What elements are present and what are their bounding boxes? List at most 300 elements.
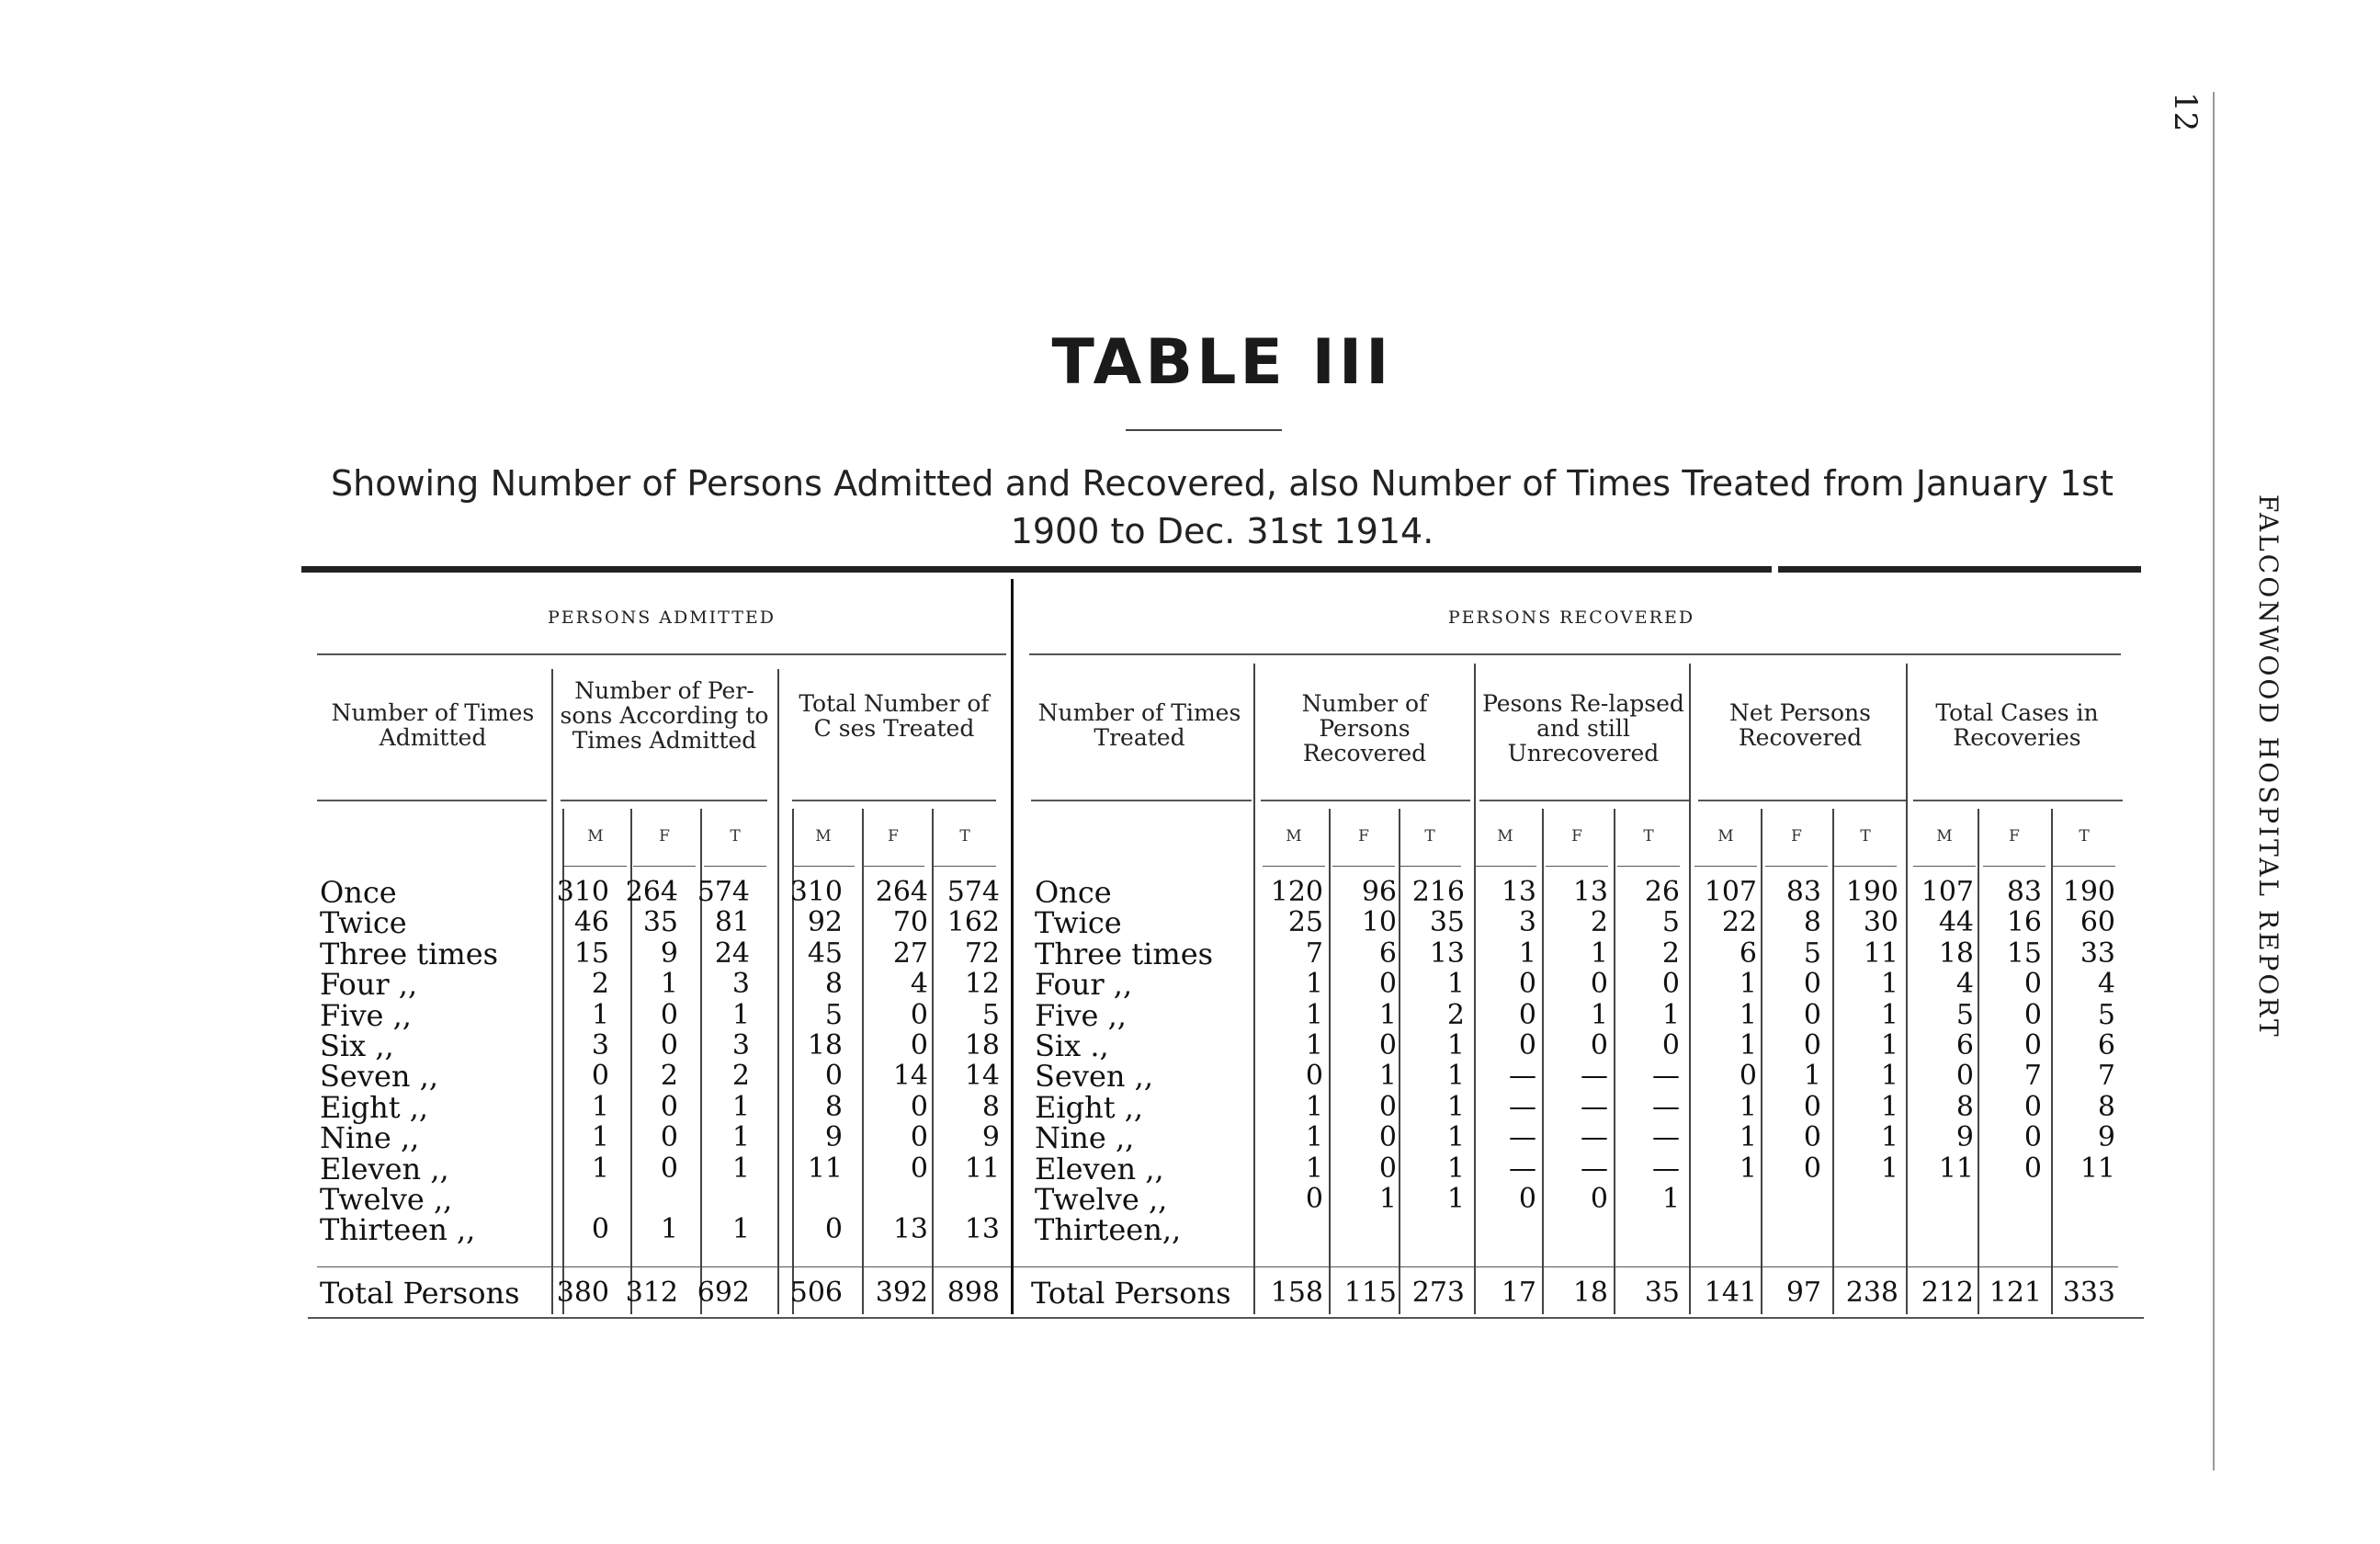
row-label-admitted: Nine ,, xyxy=(320,1120,420,1156)
cell-value: 1 xyxy=(1880,968,1898,1001)
mft-label: M xyxy=(587,827,604,846)
cell-value: 1 xyxy=(591,1121,609,1154)
cell-value: 4 xyxy=(2097,968,2115,1001)
cell-value: 7 xyxy=(2097,1060,2115,1093)
group-label-recovered: PERSONS RECOVERED xyxy=(1447,607,1695,628)
cell-value: 0 xyxy=(910,1152,928,1185)
cell-value: 9 xyxy=(824,1121,843,1154)
cell-value: 1 xyxy=(1739,1029,1757,1062)
table-subtitle: Showing Number of Persons Admitted and Recovered, also Number of Times Treated from January 1st 1900 to Dec. 31st 1914. xyxy=(331,463,2114,551)
cell-value: 1 xyxy=(1378,1183,1397,1215)
cell-value: — xyxy=(1652,1090,1680,1123)
cell-value: 13 xyxy=(1429,937,1465,970)
column-rule xyxy=(1832,809,1834,1314)
cell-value: 83 xyxy=(1785,876,1821,908)
cell-value: 1 xyxy=(1880,998,1898,1031)
mft-rule xyxy=(1332,866,1395,867)
cell-value: — xyxy=(1581,1121,1608,1154)
cell-value: 1 xyxy=(1446,1060,1465,1093)
cell-value: 0 xyxy=(660,1152,678,1185)
cell-value: 60 xyxy=(2080,906,2115,939)
cell-value: 70 xyxy=(892,906,928,939)
column-rule xyxy=(1978,809,1979,1314)
mft-rule xyxy=(633,866,696,867)
totals-rule xyxy=(317,1266,2118,1267)
row-label-treated: Three times xyxy=(1035,936,1214,971)
mft-rule xyxy=(1546,866,1608,867)
total-value: 141 xyxy=(1704,1277,1757,1309)
cell-value: 13 xyxy=(964,1213,1000,1246)
cell-value: — xyxy=(1509,1152,1536,1185)
cell-value: 0 xyxy=(1803,1121,1821,1154)
cell-value: — xyxy=(1509,1121,1536,1154)
total-value: 392 xyxy=(875,1277,928,1309)
header-rule xyxy=(1261,800,1470,801)
cell-value: 11 xyxy=(964,1152,1000,1185)
column-rule xyxy=(2051,809,2053,1314)
cell-value: 33 xyxy=(2080,937,2115,970)
cell-value: 44 xyxy=(1938,906,1974,939)
cell-value: 22 xyxy=(1721,906,1757,939)
cell-value: 11 xyxy=(2080,1152,2115,1185)
column-rule xyxy=(1761,809,1762,1314)
cell-value: — xyxy=(1652,1121,1680,1154)
cell-value: 1 xyxy=(731,998,750,1031)
cell-value: — xyxy=(1581,1152,1608,1185)
top-rule-right xyxy=(1778,566,2141,573)
cell-value: 0 xyxy=(660,998,678,1031)
cell-value: 0 xyxy=(910,1090,928,1123)
total-value: 35 xyxy=(1644,1277,1680,1309)
mft-label: M xyxy=(1497,827,1513,846)
row-label-treated: Four ,, xyxy=(1035,967,1133,1003)
cell-value: 1 xyxy=(591,998,609,1031)
header-rule xyxy=(317,800,547,801)
column-rule xyxy=(1906,664,1908,1314)
cell-value: 107 xyxy=(1704,876,1757,908)
cell-value: — xyxy=(1509,1060,1536,1093)
cell-value: 3 xyxy=(1518,906,1536,939)
cell-value: 7 xyxy=(1305,937,1323,970)
cell-value: 190 xyxy=(1845,876,1898,908)
row-label-admitted: Once xyxy=(320,875,397,910)
row-label-treated: Seven ,, xyxy=(1035,1059,1153,1095)
row-label-admitted: Seven ,, xyxy=(320,1059,438,1095)
row-label-admitted: Eight ,, xyxy=(320,1089,429,1125)
mft-rule xyxy=(1617,866,1680,867)
total-value: 506 xyxy=(789,1277,843,1309)
cell-value: 92 xyxy=(807,906,843,939)
cell-value: 1 xyxy=(731,1121,750,1154)
cell-value: 0 xyxy=(1590,1029,1608,1062)
cell-value: 1 xyxy=(1739,1121,1757,1154)
total-value: 273 xyxy=(1411,1277,1465,1309)
column-rule xyxy=(1253,664,1255,1314)
column-rule xyxy=(1689,664,1691,1314)
cell-value: 1 xyxy=(731,1213,750,1246)
cell-value: 4 xyxy=(910,968,928,1001)
cell-value: 1 xyxy=(731,1152,750,1185)
cell-value: — xyxy=(1652,1152,1680,1185)
cell-value: 0 xyxy=(1803,998,1821,1031)
cell-value: 11 xyxy=(807,1152,843,1185)
total-value: 692 xyxy=(697,1277,750,1309)
cell-value: 0 xyxy=(2023,1029,2042,1062)
cell-value: 5 xyxy=(1661,906,1680,939)
cell-value: 0 xyxy=(1305,1060,1323,1093)
row-label-treated: Twice xyxy=(1035,905,1122,941)
total-value: 238 xyxy=(1845,1277,1898,1309)
mft-rule xyxy=(862,866,924,867)
header-times-treated: Number of Times Treated xyxy=(1037,699,1241,751)
cell-value: 1 xyxy=(1739,1152,1757,1185)
row-label-treated: Five ,, xyxy=(1035,997,1127,1033)
cell-value: 2 xyxy=(1590,906,1608,939)
cell-value: 1 xyxy=(1739,1090,1757,1123)
cell-value: 24 xyxy=(714,937,750,970)
total-value: 17 xyxy=(1501,1277,1536,1309)
mft-label: M xyxy=(1717,827,1734,846)
mft-label: F xyxy=(2009,827,2020,846)
mft-label: F xyxy=(1571,827,1582,846)
cell-value: 18 xyxy=(807,1029,843,1062)
cell-value: 1 xyxy=(1446,1152,1465,1185)
cell-value: 11 xyxy=(1863,937,1898,970)
total-value: 380 xyxy=(556,1277,609,1309)
cell-value: 1 xyxy=(1880,1090,1898,1123)
cell-value: 14 xyxy=(964,1060,1000,1093)
mft-label: T xyxy=(2079,827,2090,846)
cell-value: 8 xyxy=(981,1090,1000,1123)
cell-value: 1 xyxy=(1518,937,1536,970)
cell-value: 0 xyxy=(910,1121,928,1154)
row-label-admitted: Twelve ,, xyxy=(320,1182,453,1217)
column-rule xyxy=(1614,809,1615,1314)
cell-value: 1 xyxy=(1446,1183,1465,1215)
cell-value: 1 xyxy=(731,1090,750,1123)
cell-value: 5 xyxy=(981,998,1000,1031)
row-label-treated: Thirteen,, xyxy=(1035,1212,1182,1248)
column-rule xyxy=(932,809,934,1314)
mft-label: T xyxy=(1860,827,1871,846)
total-label-treated: Total Persons xyxy=(1031,1276,1231,1311)
cell-value: 1 xyxy=(1661,1183,1680,1215)
mft-label: M xyxy=(815,827,832,846)
row-label-treated: Six ., xyxy=(1035,1028,1109,1063)
cell-value: 264 xyxy=(875,876,928,908)
mft-rule xyxy=(1399,866,1461,867)
cell-value: 1 xyxy=(1739,998,1757,1031)
total-value: 18 xyxy=(1572,1277,1608,1309)
total-value: 97 xyxy=(1785,1277,1821,1309)
page-number: 12 xyxy=(2167,92,2204,132)
cell-value: 0 xyxy=(1803,1152,1821,1185)
cell-value: 6 xyxy=(1739,937,1757,970)
running-head: FALCONWOOD HOSPITAL REPORT xyxy=(2253,494,2284,1039)
cell-value: 1 xyxy=(1446,1029,1465,1062)
cell-value: 6 xyxy=(1378,937,1397,970)
mft-label: F xyxy=(1358,827,1369,846)
mft-rule xyxy=(2053,866,2115,867)
mft-label: F xyxy=(888,827,899,846)
cell-value: 15 xyxy=(573,937,609,970)
cell-value: 7 xyxy=(2023,1060,2042,1093)
cell-value: 1 xyxy=(1378,998,1397,1031)
cell-value: 9 xyxy=(981,1121,1000,1154)
cell-value: 0 xyxy=(1955,1060,1974,1093)
cell-value: 1 xyxy=(1880,1029,1898,1062)
total-value: 158 xyxy=(1270,1277,1323,1309)
cell-value: 2 xyxy=(1446,998,1465,1031)
mft-rule xyxy=(1263,866,1325,867)
cell-value: 5 xyxy=(824,998,843,1031)
cell-value: 16 xyxy=(2006,906,2042,939)
cell-value: 0 xyxy=(2023,998,2042,1031)
cell-value: 18 xyxy=(964,1029,1000,1062)
group-label-admitted: PERSONS ADMITTED xyxy=(548,607,776,628)
cell-value: 1 xyxy=(1803,1060,1821,1093)
cell-value: 1 xyxy=(591,1090,609,1123)
cell-value: 0 xyxy=(1378,1090,1397,1123)
row-label-admitted: Three times xyxy=(320,936,499,971)
cell-value: 96 xyxy=(1361,876,1397,908)
cell-value: 2 xyxy=(1661,937,1680,970)
cell-value: 0 xyxy=(824,1060,843,1093)
cell-value: 35 xyxy=(1429,906,1465,939)
mft-rule xyxy=(1474,866,1536,867)
mft-rule xyxy=(1765,866,1828,867)
cell-value: 1 xyxy=(591,1152,609,1185)
cell-value: 0 xyxy=(1518,998,1536,1031)
cell-value: 3 xyxy=(731,968,750,1001)
cell-value: 26 xyxy=(1644,876,1680,908)
cell-value: 1 xyxy=(1590,998,1608,1031)
cell-value: 0 xyxy=(2023,1121,2042,1154)
cell-value: 0 xyxy=(1661,968,1680,1001)
row-label-admitted: Eleven ,, xyxy=(320,1151,449,1186)
cell-value: 5 xyxy=(1955,998,1974,1031)
cell-value: 1 xyxy=(1305,1090,1323,1123)
cell-value: 0 xyxy=(1378,1121,1397,1154)
cell-value: 0 xyxy=(910,1029,928,1062)
mft-label: T xyxy=(730,827,741,846)
total-value: 312 xyxy=(625,1277,678,1309)
cell-value: 5 xyxy=(1803,937,1821,970)
cell-value: 162 xyxy=(946,906,1000,939)
cell-value: 25 xyxy=(1287,906,1323,939)
header-net-recovered: Net Persons Recovered xyxy=(1729,699,1871,751)
mft-label: M xyxy=(1936,827,1953,846)
cell-value: 0 xyxy=(1661,1029,1680,1062)
cell-value: 9 xyxy=(660,937,678,970)
cell-value: 35 xyxy=(642,906,678,939)
column-rule xyxy=(1542,809,1544,1314)
header-rule xyxy=(1031,800,1252,801)
cell-value: 107 xyxy=(1921,876,1974,908)
total-value: 333 xyxy=(2062,1277,2115,1309)
cell-value: 0 xyxy=(660,1121,678,1154)
cell-value: 1 xyxy=(1739,968,1757,1001)
header-cases-treated: Total Number of C ses Treated xyxy=(799,690,990,742)
cell-value: 1 xyxy=(1880,1121,1898,1154)
cell-value: 120 xyxy=(1270,876,1323,908)
total-label-admitted: Total Persons xyxy=(320,1276,520,1311)
cell-value: 1 xyxy=(660,968,678,1001)
cell-value: 1 xyxy=(1305,1121,1323,1154)
row-label-admitted: Thirteen ,, xyxy=(320,1212,476,1248)
cell-value: 0 xyxy=(591,1213,609,1246)
mft-label: T xyxy=(1643,827,1654,846)
cell-value: 10 xyxy=(1361,906,1397,939)
cell-value: 0 xyxy=(2023,1090,2042,1123)
cell-value: 0 xyxy=(1518,1183,1536,1215)
row-label-treated: Eleven ,, xyxy=(1035,1151,1164,1186)
column-rule xyxy=(1399,809,1400,1314)
cell-value: 27 xyxy=(892,937,928,970)
cell-value: 1 xyxy=(1880,1152,1898,1185)
cell-value: 1 xyxy=(1590,937,1608,970)
mft-label: F xyxy=(659,827,670,846)
row-label-treated: Eight ,, xyxy=(1035,1089,1144,1125)
column-rule xyxy=(1329,809,1331,1314)
cell-value: 13 xyxy=(1572,876,1608,908)
cell-value: 30 xyxy=(1863,906,1898,939)
cell-value: 45 xyxy=(807,937,843,970)
mft-rule xyxy=(1694,866,1757,867)
header-relapsed: Pesons Re-lapsed and still Unrecovered xyxy=(1482,690,1684,766)
header-total-cases: Total Cases in Recoveries xyxy=(1935,699,2099,751)
total-value: 212 xyxy=(1921,1277,1974,1309)
cell-value: 574 xyxy=(946,876,1000,908)
mft-label: M xyxy=(1286,827,1302,846)
cell-value: 310 xyxy=(789,876,843,908)
cell-value: 0 xyxy=(1518,1029,1536,1062)
header-times-admitted: Number of Times Admitted xyxy=(331,699,535,751)
cell-value: 1 xyxy=(1661,998,1680,1031)
cell-value: 8 xyxy=(824,968,843,1001)
cell-value: — xyxy=(1581,1060,1608,1093)
cell-value: 310 xyxy=(556,876,609,908)
title-rule xyxy=(1126,429,1282,431)
header-rule xyxy=(561,800,767,801)
cell-value: 0 xyxy=(1518,968,1536,1001)
cell-value: 0 xyxy=(1803,1029,1821,1062)
mft-rule xyxy=(1834,866,1897,867)
cell-value: 1 xyxy=(1305,1152,1323,1185)
header-rule xyxy=(1698,800,1906,801)
cell-value: 0 xyxy=(660,1029,678,1062)
cell-value: 8 xyxy=(1803,906,1821,939)
mft-rule xyxy=(1983,866,2046,867)
cell-value: 6 xyxy=(2097,1029,2115,1062)
cell-value: 5 xyxy=(2097,998,2115,1031)
cell-value: — xyxy=(1652,1060,1680,1093)
cell-value: 8 xyxy=(1955,1090,1974,1123)
bottom-rule xyxy=(308,1317,2144,1319)
cell-value: 0 xyxy=(1378,1029,1397,1062)
cell-value: 1 xyxy=(1880,1060,1898,1093)
cell-value: — xyxy=(1509,1090,1536,1123)
table-title: TABLE III xyxy=(1051,326,1393,399)
row-label-treated: Nine ,, xyxy=(1035,1120,1135,1156)
cell-value: 1 xyxy=(1378,1060,1397,1093)
mft-label: T xyxy=(959,827,970,846)
cell-value: 13 xyxy=(1501,876,1536,908)
cell-value: 1 xyxy=(1305,998,1323,1031)
column-rule xyxy=(1474,664,1476,1314)
mft-rule xyxy=(792,866,855,867)
cell-value: 0 xyxy=(1803,1090,1821,1123)
cell-value: 72 xyxy=(964,937,1000,970)
header-rule xyxy=(1913,800,2123,801)
top-rule-left xyxy=(301,566,1772,573)
row-label-admitted: Six ,, xyxy=(320,1028,394,1063)
cell-value: 216 xyxy=(1411,876,1465,908)
cell-value: 6 xyxy=(1955,1029,1974,1062)
mft-rule xyxy=(704,866,766,867)
cell-value: 0 xyxy=(2023,968,2042,1001)
total-value: 121 xyxy=(1989,1277,2042,1309)
row-label-treated: Twelve ,, xyxy=(1035,1182,1168,1217)
header-persons-recovered: Number of Persons Recovered xyxy=(1301,690,1428,766)
cell-value: 0 xyxy=(910,998,928,1031)
cell-value: 0 xyxy=(591,1060,609,1093)
column-rule xyxy=(551,669,553,1314)
cell-value: 1 xyxy=(660,1213,678,1246)
cell-value: 2 xyxy=(731,1060,750,1093)
cell-value: 0 xyxy=(1803,968,1821,1001)
mft-rule xyxy=(564,866,627,867)
cell-value: — xyxy=(1581,1090,1608,1123)
cell-value: 0 xyxy=(1305,1183,1323,1215)
cell-value: 0 xyxy=(1739,1060,1757,1093)
cell-value: 0 xyxy=(2023,1152,2042,1185)
column-rule xyxy=(1011,579,1014,1314)
cell-value: 9 xyxy=(1955,1121,1974,1154)
cell-value: 190 xyxy=(2062,876,2115,908)
cell-value: 0 xyxy=(1590,1183,1608,1215)
cell-value: 8 xyxy=(2097,1090,2115,1123)
row-label-admitted: Five ,, xyxy=(320,997,412,1033)
cell-value: 11 xyxy=(1938,1152,1974,1185)
row-label-admitted: Twice xyxy=(320,905,407,941)
cell-value: 1 xyxy=(1305,968,1323,1001)
cell-value: 1 xyxy=(1446,1121,1465,1154)
cell-value: 264 xyxy=(625,876,678,908)
cell-value: 0 xyxy=(1590,968,1608,1001)
cell-value: 14 xyxy=(892,1060,928,1093)
column-rule xyxy=(777,669,779,1314)
cell-value: 9 xyxy=(2097,1121,2115,1154)
header-persons-admitted: Number of Per-sons According to Times Admitted xyxy=(560,677,769,754)
cell-value: 0 xyxy=(1378,968,1397,1001)
mft-rule xyxy=(934,866,996,867)
cell-value: 15 xyxy=(2006,937,2042,970)
row-label-treated: Once xyxy=(1035,875,1112,910)
cell-value: 3 xyxy=(591,1029,609,1062)
cell-value: 0 xyxy=(1378,1152,1397,1185)
header-rule xyxy=(792,800,996,801)
cell-value: 46 xyxy=(573,906,609,939)
margin-rule xyxy=(2213,92,2215,1470)
cell-value: 4 xyxy=(1955,968,1974,1001)
cell-value: 13 xyxy=(892,1213,928,1246)
group-rule-recovered xyxy=(1029,653,2121,655)
cell-value: 2 xyxy=(591,968,609,1001)
cell-value: 2 xyxy=(660,1060,678,1093)
mft-label: F xyxy=(1791,827,1802,846)
total-value: 115 xyxy=(1343,1277,1397,1309)
